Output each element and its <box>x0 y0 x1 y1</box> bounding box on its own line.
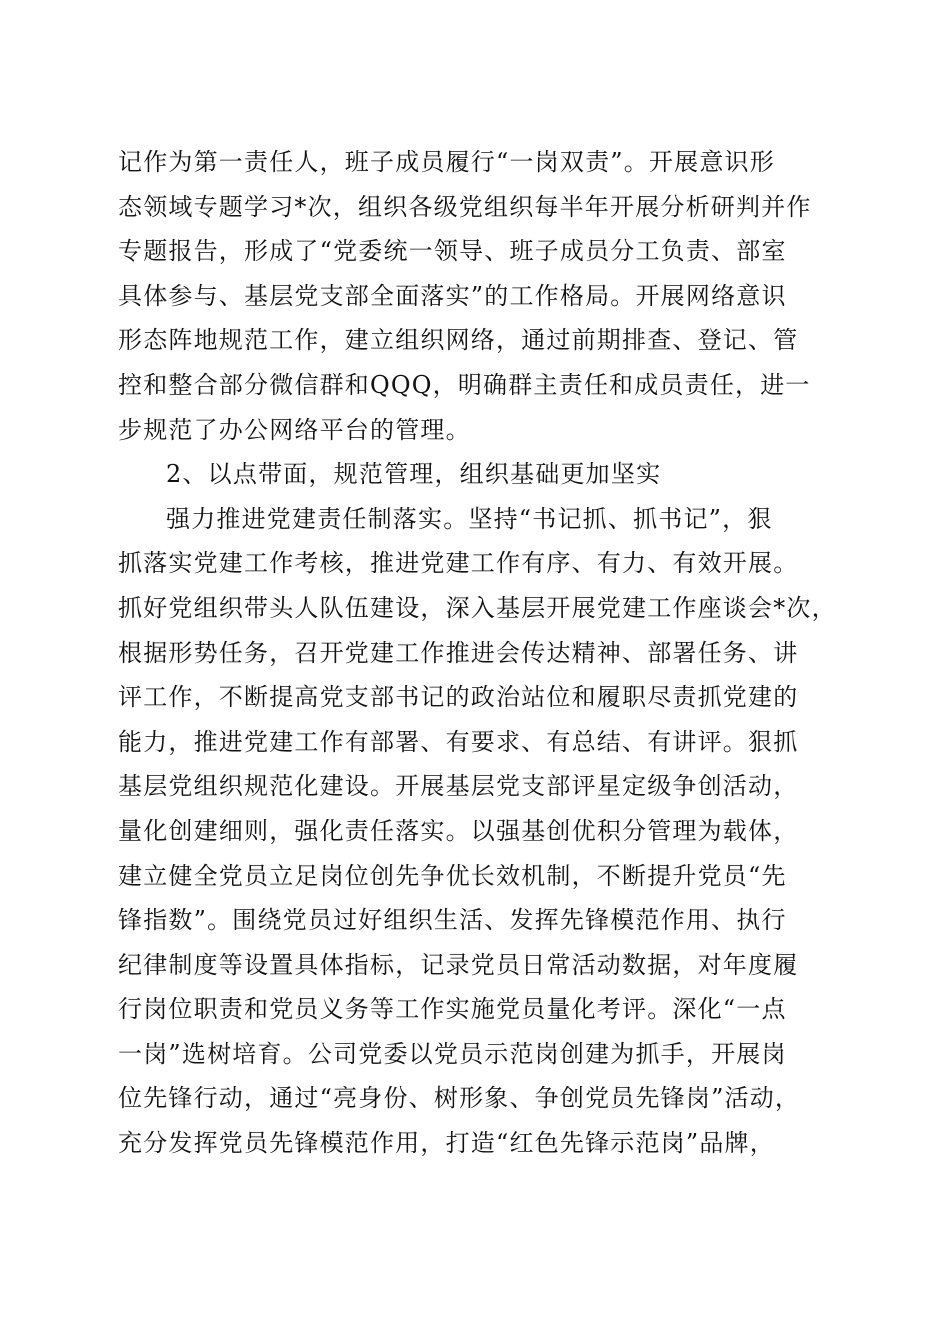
text-line: 建立健全党员立足岗位创先争优长效机制，不断提升党员“先 <box>118 861 787 890</box>
text-line: 态领域专题学习*次，组织各级党组织每半年开展分析研判并作 <box>118 192 812 221</box>
text-line: 能力，推进党建工作有部署、有要求、有总结、有讲评。狠抓 <box>118 727 799 756</box>
text-line: 一岗”选树培育。公司党委以党员示范岗创建为抓手，开展岗 <box>118 1039 787 1068</box>
text-line: 充分发挥党员先锋模范作用，打造“红色先锋示范岗”品牌， <box>118 1129 775 1158</box>
text-line: 根据形势任务，召开党建工作推进会传达精神、部署任务、讲 <box>118 638 799 667</box>
text-line: 纪律制度等设置具体指标，记录党员日常活动数据，对年度履 <box>118 950 799 979</box>
text-line: 记作为第一责任人，班子成员履行“一岗双责”。开展意识形 <box>118 148 775 176</box>
text-line: 控和整合部分微信群和QQQ，明确群主责任和成员责任，进一 <box>118 370 811 399</box>
section-heading: 2、以点带面，规范管理，组织基础更加坚实 <box>166 460 662 489</box>
text-line: 行岗位职责和党员义务等工作实施党员量化考评。深化“一点 <box>118 995 787 1024</box>
text-line: 形态阵地规范工作，建立组织网络，通过前期排查、登记、管 <box>118 326 799 355</box>
text-line: 抓好党组织带头人队伍建设，深入基层开展党建工作座谈会*次， <box>118 593 837 622</box>
text-line: 强力推进党建责任制落实。坚持“书记抓、抓书记”，狠 <box>166 504 773 533</box>
text-line: 专题报告，形成了“党委统一领导、班子成员分工负责、部室 <box>118 237 787 266</box>
text-line: 基层党组织规范化建设。开展基层党支部评星定级争创活动， <box>118 772 799 801</box>
text-line: 量化创建细则，强化责任落实。以强基创优积分管理为载体， <box>118 816 799 845</box>
text-line: 位先锋行动，通过“亮身份、树形象、争创党员先锋岗”活动， <box>118 1084 801 1113</box>
text-line: 抓落实党建工作考核，推进党建工作有序、有力、有效开展。 <box>118 549 799 578</box>
text-line: 具体参与、基层党支部全面落实”的工作格局。开展网络意识 <box>118 281 787 310</box>
text-line: 步规范了办公网络平台的管理。 <box>118 415 471 444</box>
text-line: 锋指数”。围绕党员过好组织生活、发挥先锋模范作用、执行 <box>118 906 787 935</box>
text-line: 评工作，不断提高党支部书记的政治站位和履职尽责抓党建的 <box>118 683 799 712</box>
document-body <box>118 140 837 1166</box>
